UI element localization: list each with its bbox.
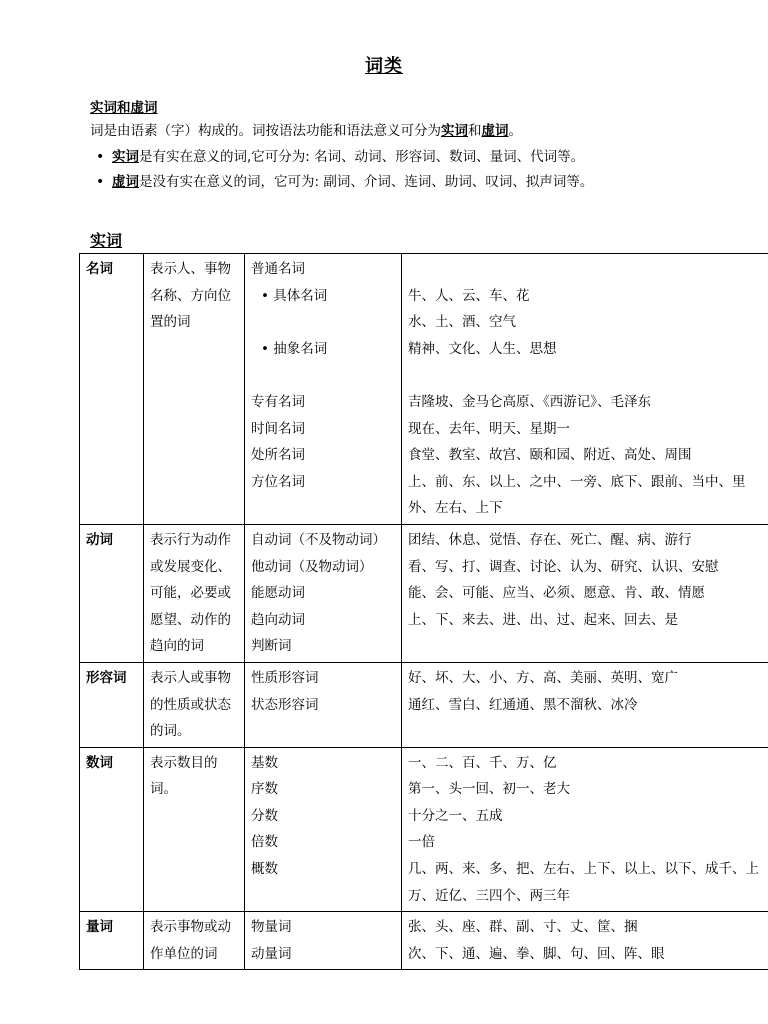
examples-cell xyxy=(402,524,768,662)
description-cell xyxy=(144,747,245,912)
examples-cell xyxy=(402,662,768,747)
section-heading-shici: 实词 xyxy=(90,231,123,250)
subtype-label: 专有名词 xyxy=(251,393,305,410)
subtype-label: 趋向动词 xyxy=(251,611,305,628)
example-line: 次、下、通、遍、拳、脚、句、回、阵、眼 xyxy=(408,945,665,962)
definition-item-xuci xyxy=(90,170,593,195)
subtype-label: 分数 xyxy=(251,807,278,824)
subtype-label: 倍数 xyxy=(251,834,278,851)
intro-term-xuci: 虚词 xyxy=(481,123,509,139)
example-line: 一、二、百、千、万、亿 xyxy=(408,754,557,771)
subtype-label: 方位名词 xyxy=(251,473,305,490)
subtype-cell xyxy=(245,254,402,525)
definition-item-shici xyxy=(90,145,593,170)
example-line: 精神、文化、人生、思想 xyxy=(408,340,557,357)
example-line: 吉隆坡、金马仑高原、《西游记》、毛泽东 xyxy=(408,393,651,410)
example-line: 牛、人、云、车、花 xyxy=(408,287,530,304)
description-text: 表示事物或动作单位的词 xyxy=(150,919,231,962)
table-row-verb xyxy=(80,524,768,662)
description-cell xyxy=(144,912,245,970)
subtype-label: 基数 xyxy=(251,754,278,771)
example-line: 张、头、座、群、副、寸、丈、筐、捆 xyxy=(408,919,638,936)
example-line: 团结、休息、觉悟、存在、死亡、醒、病、游行 xyxy=(408,531,692,548)
category-cell: 动词 xyxy=(80,524,144,662)
description-text: 表示数目的词。 xyxy=(150,754,218,798)
definition-text: 是没有实在意义的词，它可为: 副词、介词、连词、助词、叹词、拟声词等。 xyxy=(139,174,594,190)
example-line: 看、写、打、调查、讨论、认为、研究、认识、安慰 xyxy=(408,558,719,575)
subtype-cell xyxy=(245,662,402,747)
definition-list xyxy=(90,145,593,195)
example-line: 十分之一、五成 xyxy=(408,807,503,824)
description-cell xyxy=(144,662,245,747)
example-line: 通红、雪白、红通通、黑不溜秋、冰冷 xyxy=(408,696,638,713)
subtype-bullet: • 抽象名词 xyxy=(251,336,395,363)
table-row-numeral xyxy=(80,747,768,912)
section-heading-shici-xuci: 实词和虚词 xyxy=(90,100,158,116)
word-class-table xyxy=(79,253,768,970)
subtype-label: 能愿动词 xyxy=(251,585,305,602)
subtype-cell xyxy=(245,912,402,970)
description-text: 表示人、事物名称、方向位置的词 xyxy=(150,261,231,331)
example-line: 水、土、酒、空气 xyxy=(408,314,516,331)
subtype-bullet: • 具体名词 xyxy=(251,283,395,310)
example-line: 一倍 xyxy=(408,834,435,851)
subtype-label: 物量词 xyxy=(251,919,292,936)
example-line: 好、坏、大、小、方、高、美丽、英明、宽广 xyxy=(408,669,678,686)
intro-term-shici: 实词 xyxy=(441,123,468,139)
subtype-label: 判断词 xyxy=(251,638,292,655)
category-cell: 形容词 xyxy=(80,662,144,747)
example-line: 第一、头一回、初一、老大 xyxy=(408,781,570,798)
subtype-label: 自动词（不及物动词） xyxy=(251,531,386,548)
category-cell: 名词 xyxy=(80,254,144,525)
subtype-label: 状态形容词 xyxy=(251,696,319,713)
subtype-cell xyxy=(245,747,402,912)
examples-cell xyxy=(402,254,768,525)
definition-text: 是有实在意义的词,它可分为: 名词、动词、形容词、数词、量词、代词等。 xyxy=(139,149,585,165)
examples-cell xyxy=(402,747,768,912)
example-line: 几、两、来、多、把、左右、上下、以上、以下、成千、上万、近亿、三四个、两三年 xyxy=(408,861,759,904)
description-text: 表示行为动作或发展变化、可能，必要或愿望、动作的趋向的词 xyxy=(150,531,231,655)
description-cell xyxy=(144,524,245,662)
intro-conjunction: 和 xyxy=(468,123,482,139)
example-line: 食堂、教室、故宫、颐和园、附近、高处、周围 xyxy=(408,447,692,464)
subtype-label: 性质形容词 xyxy=(251,669,319,686)
subtype-label: 动量词 xyxy=(251,945,292,962)
examples-cell xyxy=(402,912,768,970)
example-line: 上、下、来去、进、出、过、起来、回去、是 xyxy=(408,611,678,628)
table-row-adjective xyxy=(80,662,768,747)
definition-term: 实词 xyxy=(112,149,139,165)
subtype-label: 序数 xyxy=(251,781,278,798)
subtype-label: 普通名词 xyxy=(251,261,305,277)
description-text: 表示人或事物的性质或状态的词。 xyxy=(150,669,231,740)
subtype-label: 概数 xyxy=(251,861,278,878)
subtype-label: 时间名词 xyxy=(251,420,305,437)
subtype-label: 他动词（及物动词） xyxy=(251,558,373,575)
subtype-cell xyxy=(245,524,402,662)
example-line: 上、前、东、以上、之中、一旁、底下、跟前、当中、里外、左右、上下 xyxy=(408,473,746,517)
description-cell xyxy=(144,254,245,525)
intro-period: 。 xyxy=(508,123,522,139)
definition-term: 虚词 xyxy=(112,174,139,190)
intro-text: 词是由语素（字）构成的。词按语法功能和语法意义可分为 xyxy=(90,123,441,139)
table-row-noun xyxy=(80,254,768,525)
category-cell: 数词 xyxy=(80,747,144,912)
subtype-label: 处所名词 xyxy=(251,447,305,464)
table-row-measure-word xyxy=(80,912,768,970)
intro-paragraph xyxy=(90,120,522,142)
category-cell: 量词 xyxy=(80,912,144,970)
page-title: 词类 xyxy=(365,56,403,77)
example-line: 现在、去年、明天、星期一 xyxy=(408,420,570,437)
example-line: 能、会、可能、应当、必须、愿意、肯、敢、情愿 xyxy=(408,585,705,602)
